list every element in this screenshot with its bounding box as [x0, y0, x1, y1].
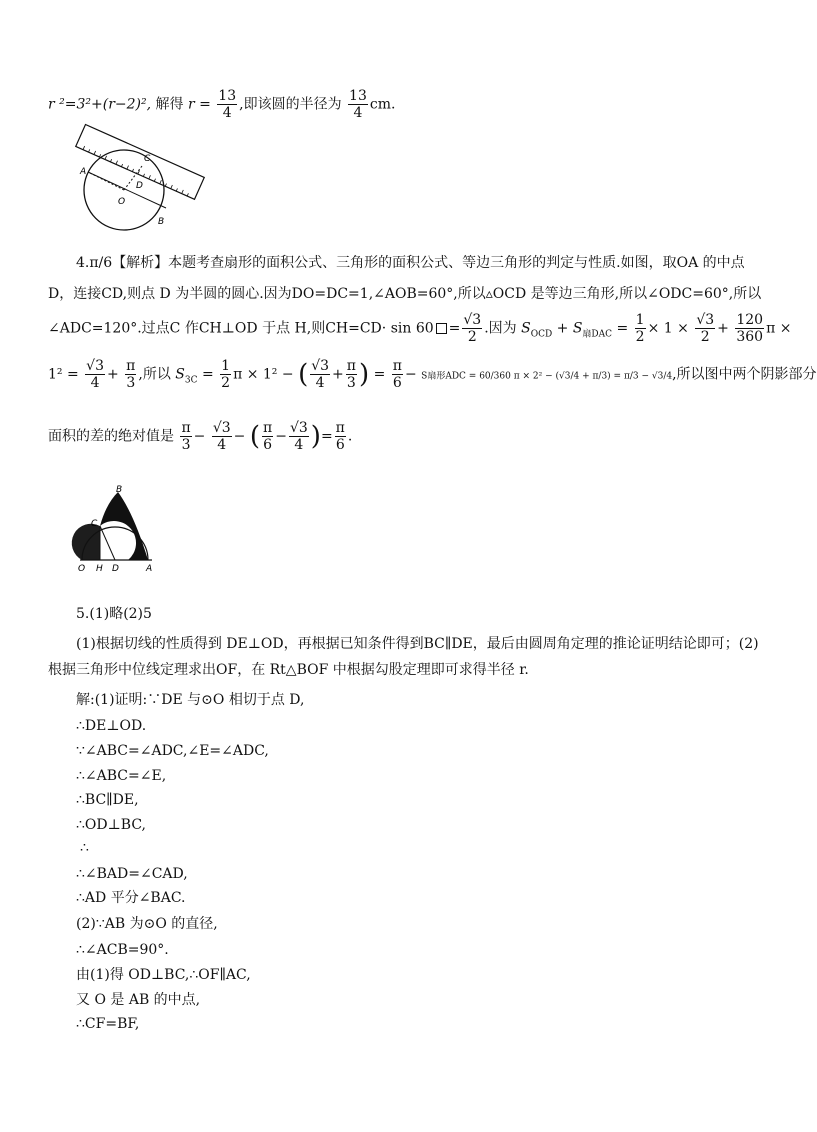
solve-word: 解得	[155, 96, 184, 113]
p5-line12: (2)∵AB 为⊙O 的直径,	[76, 916, 218, 932]
fig2-label-d: D	[112, 564, 119, 574]
p5-line5: ∵∠ABC=∠ADC,∠E=∠ADC,	[76, 743, 269, 759]
fig2-label-a: A	[146, 564, 153, 574]
p5-line9: ∴	[80, 840, 89, 856]
eq-left: r ²=3²+(r−2)²,	[48, 96, 152, 113]
p5-line7: ∴BC∥DE,	[76, 792, 139, 808]
tiny-formula: S扇形ADC = 60/360 π × 2² − (√3/4 + π/3) = π/3 − √3/4	[421, 371, 673, 382]
unit: cm.	[369, 96, 396, 113]
p5-line16: ∴CF=BF,	[76, 1016, 140, 1032]
frac-120-360: $\frac{120}{360}$	[736, 312, 764, 345]
p5-line4: ∴DE⊥OD.	[76, 718, 147, 734]
fig1-label-o: O	[118, 197, 126, 207]
p5-line15: 又 O 是 AB 的中点,	[76, 992, 201, 1008]
fig1-label-d: D	[136, 181, 143, 191]
figure-circle-ruler	[74, 128, 224, 238]
fig1-label-a: A	[80, 167, 87, 177]
fig1-label-b: B	[158, 217, 165, 227]
sqrt3-over-2: $\frac{√3}{2}$	[463, 312, 482, 345]
fraction-13-4-answer: $\frac{13}{4}$	[349, 88, 367, 121]
fig2-label-o: O	[78, 564, 86, 574]
p5-line13: ∴∠ACB=90°.	[76, 942, 169, 958]
fig2-label-b: B	[116, 485, 123, 495]
p4-line5: 面积的差的绝对值是 $\frac{\pi}{3}$ − $\frac{√3}{4}$ − ( $\frac{\pi}{6}$ − $\frac{√3}{4}$ )= $\frac{\pi}{6}$ .	[48, 420, 353, 453]
r-equals: r =	[187, 96, 211, 113]
figure-shaded-semicircle	[76, 482, 166, 572]
p5-line2: 根据三角形中位线定理求出OF，在 Rt△BOF 中根据勾股定理即可求得半径 r.	[48, 662, 529, 678]
p4-line1: 4.π/6【解析】本题考查扇形的面积公式、三角形的面积公式、等边三角形的判定与性质.如图，取OA 的中点	[76, 255, 745, 271]
fig2-label-c: C	[91, 519, 98, 529]
sin60: sin 60	[390, 320, 434, 337]
p5-title: 5.(1)略(2)5	[76, 606, 152, 622]
p5-line8: ∴OD⊥BC,	[76, 817, 146, 833]
fraction-13-4: $\frac{13}{4}$	[218, 88, 237, 121]
fig2-label-h: H	[96, 564, 103, 574]
p4-line2: D，连接CD,则点 D 为半圆的圆心.因为DO=DC=1,∠AOB=60°,所以▵OCD 是等边三角形,所以∠ODC=60°,所以	[48, 286, 762, 302]
frac-1-2: $\frac{1}{2}$	[635, 312, 645, 345]
frac-sqrt3-2: $\frac{√3}{2}$	[696, 312, 715, 345]
radius-tail: ,即该圆的半径为	[239, 96, 342, 113]
placeholder-box-icon	[436, 323, 447, 334]
p5-line3: 解:(1)证明:∵DE 与⊙O 相切于点 D,	[76, 692, 305, 708]
p5-line6: ∴∠ABC=∠E,	[76, 768, 167, 784]
p5-line1: (1)根据切线的性质得到 DE⊥OD，再根据已知条件得到BC∥DE，最后由圆周角定理的推论证明结论即可；(2)	[76, 636, 759, 652]
p4-line4: 1² = $\frac{√3}{4}$ + $\frac{\pi}{3}$ ,所以 $S_{3C}$ = $\frac{1}{2}$ π × 1² − ( $\frac{√3}{4}$ + $\frac{\pi}{3}$ ) = $\frac{\pi}{6}$ − S扇形ADC = 60/360 π × 2² − (√3/4 + π/3) = π/3 − √3/4,所以图中两个阴影部分	[48, 358, 817, 391]
p5-line11: ∴AD 平分∠BAC.	[76, 890, 186, 906]
p4-line3: ∠ADC=120°.过点C 作CH⊥OD 于点 H,则CH=CD· sin 60 = $\frac{√3}{2}$ .因为 $S_{OCD} + S_{扇DAC}$ = $\frac{1}{2}$ × 1 × $\frac{√3}{2}$ + $\frac{120}{360}$ π ×	[48, 312, 792, 345]
p5-line14: 由(1)得 OD⊥BC,∴OF∥AC,	[76, 967, 251, 983]
top-equation-line	[48, 88, 395, 121]
p5-line10: ∴∠BAD=∠CAD,	[76, 866, 188, 882]
fig1-label-c: C	[144, 154, 151, 164]
